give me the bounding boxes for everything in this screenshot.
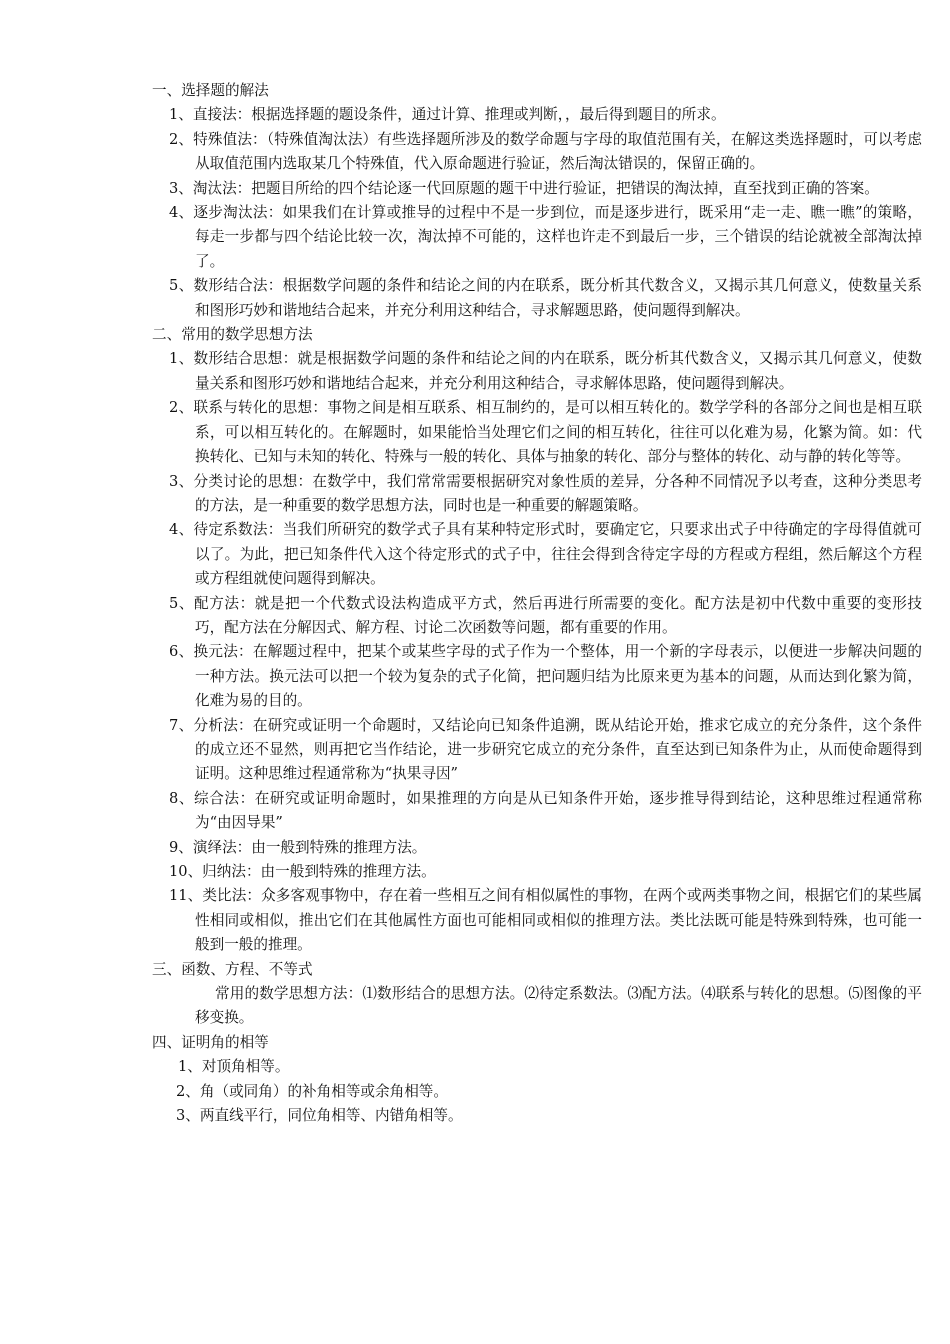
list-item: 6、换元法：在解题过程中，把某个或某些字母的式子作为一个整体，用一个新的字母表示，以便进一步解决问题的一种方法。换元法可以把一个较为复杂的式子化简，把问题归结为比原来更为基本的问题，从而达到化繁为简，化难为易的目的。 (169, 643, 922, 710)
list-item: 8、综合法：在研究或证明命题时，如果推理的方向是从已知条件开始，逐步推导得到结论，这种思维过程通常称为“由因导果” (169, 789, 922, 832)
list-item: 3、分类讨论的思想：在数学中，我们常常需要根据研究对象性质的差异，分各种不同情况予以考查，这种分类思考的方法，是一种重要的数学思想方法，同时也是一种重要的解题策略。 (169, 472, 922, 514)
list-item: 3、淘汰法：把题目所给的四个结论逐一代回原题的题干中进行验证，把错误的淘汰掉，直至找到正确的答案。 (169, 179, 879, 197)
list-item: 1、直接法：根据选择题的题设条件，通过计算、推理或判断，，最后得到题目的所求。 (169, 106, 726, 124)
list-item: 2、角（或同角）的补角相等或余角相等。 (176, 1082, 448, 1100)
list-item: 10、归纳法：由一般到特殊的推理方法。 (169, 863, 436, 880)
list-item: 5、数形结合法：根据数学问题的条件和结论之间的内在联系，既分析其代数含义，又揭示其几何意义，使数量关系和图形巧妙和谐地结合起来，并充分利用这种结合，寻求解题思路，使问题得到解决。 (169, 277, 922, 319)
list-item: 4、待定系数法：当我们所研究的数学式子具有某种特定形式时，要确定它，只要求出式子中待确定的字母得值就可以了。为此，把已知条件代入这个待定形式的式子中，往往会得到含待定字母的方程或方程组，然后解这个方程或方程组就使问题得到解决。 (169, 521, 922, 588)
list-item: 1、数形结合思想：就是根据数学问题的条件和结论之间的内在联系，既分析其代数含义，又揭示其几何意义，使数量关系和图形巧妙和谐地结合起来，并充分利用这种结合，寻求解体思路，使问题得到解决。 (169, 350, 922, 392)
section-paragraph: 常用的数学思想方法：⑴数形结合的思想方法。⑵待定系数法。⑶配方法。⑷联系与转化的思想。⑸图像的平移变换。 (195, 985, 922, 1027)
list-item: 1、对顶角相等。 (178, 1058, 290, 1076)
list-item: 7、分析法：在研究或证明一个命题时，又结论向已知条件追溯，既从结论开始，推求它成立的充分条件，这个条件的成立还不显然，则再把它当作结论，进一步研究它成立的充分条件，直至达到已知条件为止，从而使命题得到证明。这种思维过程通常称为“执果寻因” (169, 716, 922, 783)
section-heading: 二、常用的数学思想方法 (152, 326, 313, 344)
list-item: 2、特殊值法：（特殊值淘汰法）有些选择题所涉及的数学命题与字母的取值范围有关，在解这类选择题时，可以考虑从取值范围内选取某几个特殊值，代入原命题进行验证，然后淘汰错误的，保留正确的。 (169, 130, 922, 173)
section-heading: 四、证明角的相等 (152, 1033, 269, 1051)
list-item: 3、两直线平行，同位角相等、内错角相等。 (176, 1107, 463, 1125)
list-item: 5、配方法：就是把一个代数式设法构造成平方式，然后再进行所需要的变化。配方法是初中代数中重要的变形技巧，配方法在分解因式、解方程、讨论二次函数等问题，都有重要的作用。 (169, 594, 922, 636)
list-item: 2、联系与转化的思想：事物之间是相互联系、相互制约的，是可以相互转化的。数学学科的各部分之间也是相互联系，可以相互转化的。在解题时，如果能恰当处理它们之间的相互转化，往往可以化难为易，化繁为简。如：代换转化、已知与未知的转化、特殊与一般的转化、具体与抽象的转化、部分与整体的转化、动与静的转化等等。 (169, 399, 922, 466)
list-item: 4、逐步淘汰法：如果我们在计算或推导的过程中不是一步到位，而是逐步进行，既采用“走一走、瞧一瞧”的策略，每走一步都与四个结论比较一次，淘汰掉不可能的，这样也许走不到最后一步，三个错误的结论就被全部淘汰掉了。 (169, 204, 922, 270)
list-item: 9、演绎法：由一般到特殊的推理方法。 (169, 838, 427, 856)
section-heading: 一、选择题的解法 (152, 82, 269, 99)
section-heading: 三、函数、方程、不等式 (152, 960, 313, 978)
document-body (152, 79, 922, 1128)
list-item: 11、类比法：众多客观事物中，存在着一些相互之间有相似属性的事物，在两个或两类事物之间，根据它们的某些属性相同或相似，推出它们在其他属性方面也可能相同或相似的推理方法。类比法既可能是特殊到特殊，也可能一般到一般的推理。 (169, 887, 922, 954)
